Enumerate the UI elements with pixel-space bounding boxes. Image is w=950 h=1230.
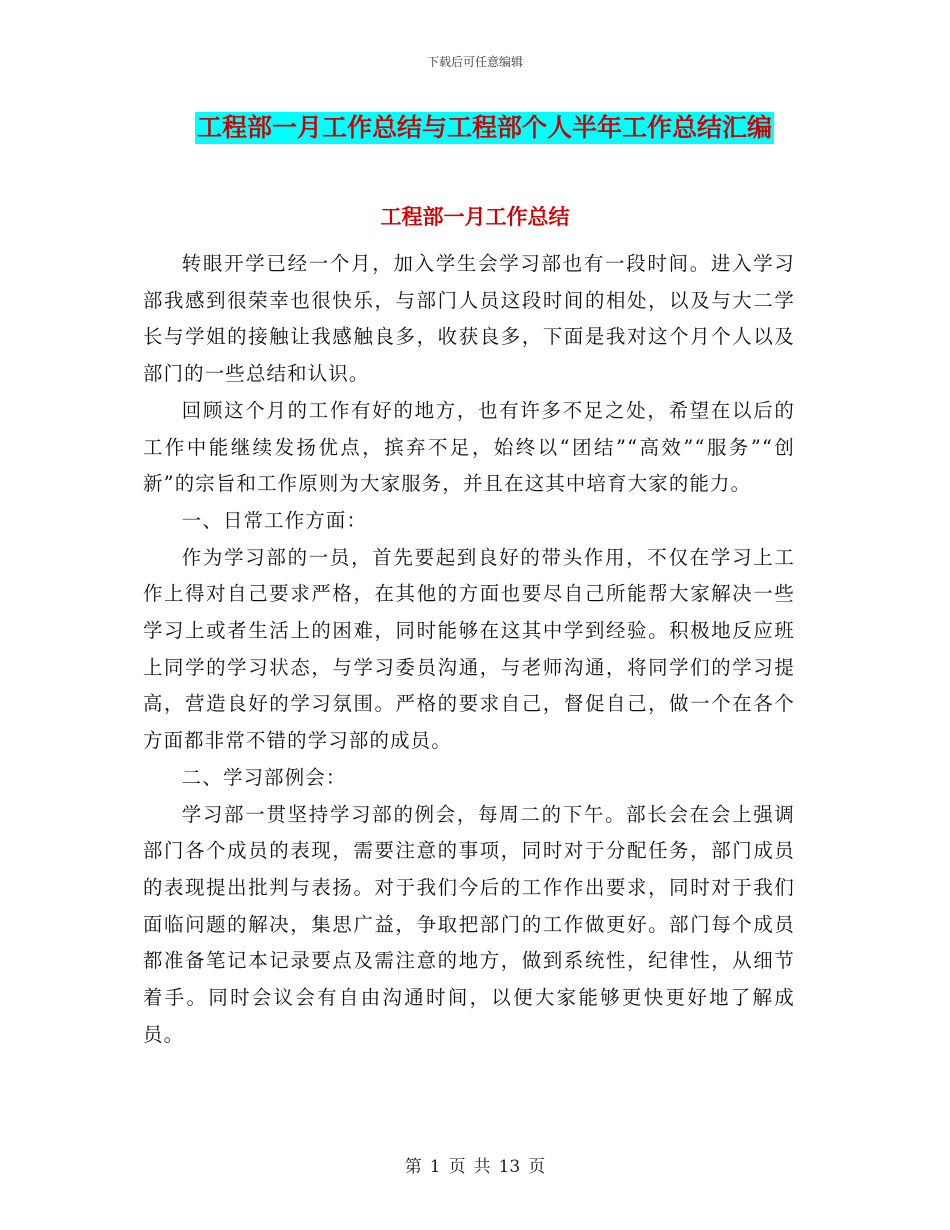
paragraph-meetings: 学习部一贯坚持学习部的例会，每周二的下午。部长会在会上强调部门各个成员的表现，需要注意的事项，同时对于分配任务，部门成员的表现提出批判与表扬。对于我们今后的工作作出要求，同时对于我们面临问题的解决，集思广益，争取把部门的工作做更好。部门每个成员都准备笔记本记录要点及需注意的地方，做到系统性，纪律性，从细节着手。同时会议会有自由沟通时间，以便大家能够更快更好地了解成员。	[143, 802, 795, 1046]
paragraph-intro: 转眼开学已经一个月，加入学生会学习部也有一段时间。进入学习部我感到很荣幸也很快乐，与部门人员这段时间的相处，以及与大二学长与学姐的接触让我感触良多，收获良多，下面是我对这个月个人以及部门的一些总结和认识。	[143, 252, 795, 386]
footer-total-word: 页	[528, 1157, 546, 1177]
footer-total-prefix: 共	[473, 1157, 491, 1177]
section-title: 工程部一月工作总结	[380, 204, 570, 229]
heading-meetings: 二、学习部例会：	[181, 765, 347, 789]
footer-page-prefix: 第	[404, 1157, 422, 1177]
paragraph-review: 回顾这个月的工作有好的地方，也有许多不足之处，希望在以后的工作中能继续发扬优点，摈弃不足，始终以“团结”“高效”“服务”“创新”的宗旨和工作原则为大家服务，并且在这其中培育大家的能力。	[143, 398, 795, 496]
page-footer	[0, 1152, 950, 1177]
header-note: 下载后可任意编辑	[426, 55, 523, 69]
footer-total-pages: 13	[498, 1157, 521, 1177]
paragraph-daily-work: 作为学习部的一员，首先要起到良好的带头作用，不仅在学习上工作上得对自己要求严格，在其他的方面也要尽自己所能帮大家解决一些学习上或者生活上的困难，同时能够在这其中学到经验。积极地反应班上同学的学习状态，与学习委员沟通，与老师沟通，将同学们的学习提高，营造良好的学习氛围。严格的要求自己，督促自己，做一个在各个方面都非常不错的学习部的成员。	[143, 545, 795, 753]
document-title: 工程部一月工作总结与工程部个人半年工作总结汇编	[197, 113, 773, 142]
footer-page-number: 1	[429, 1157, 441, 1177]
footer-page-word: 页	[448, 1157, 466, 1177]
heading-daily-work: 一、日常工作方面：	[181, 508, 368, 532]
document-body	[143, 246, 795, 1053]
